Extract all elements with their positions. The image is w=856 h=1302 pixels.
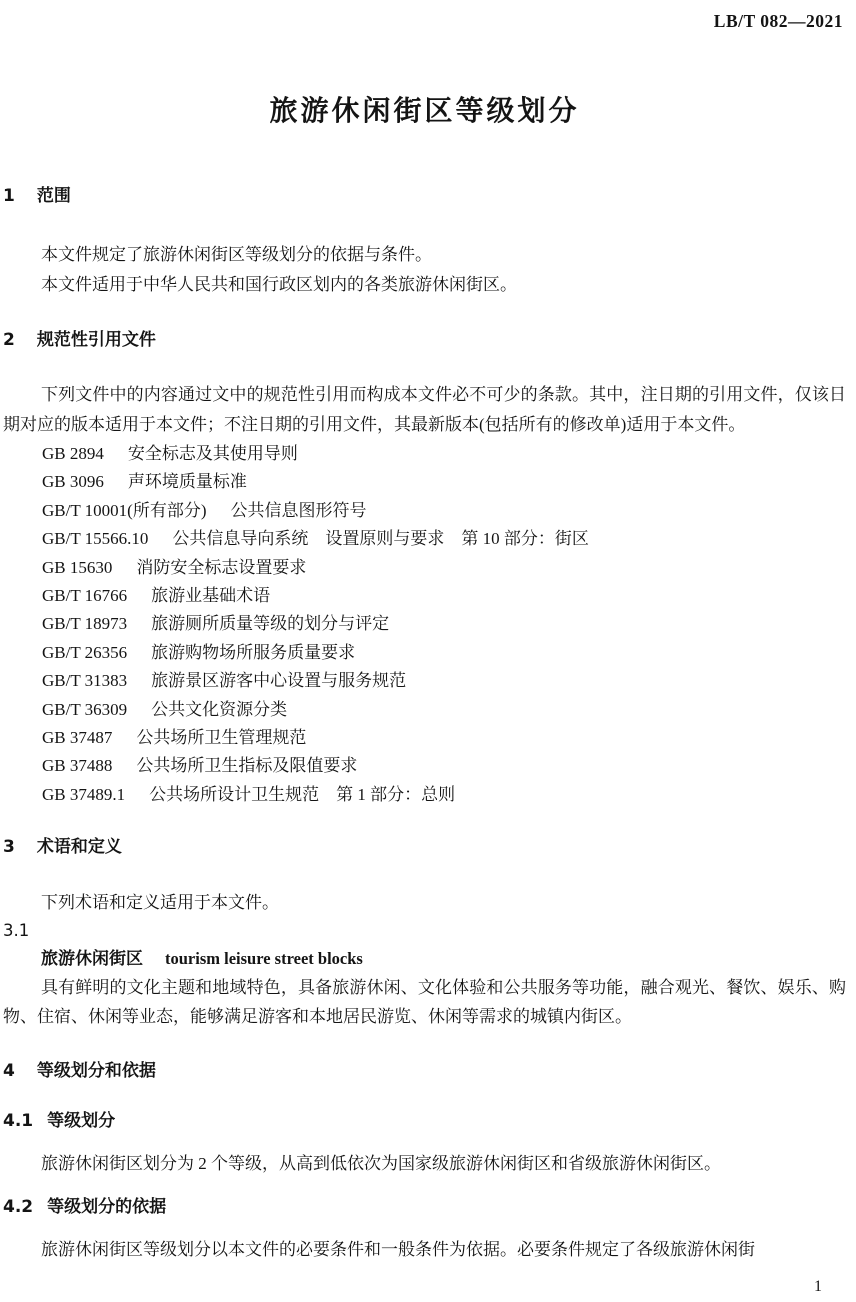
reference-code: GB/T 18973 bbox=[42, 614, 128, 634]
reference-code: GB/T 16766 bbox=[42, 586, 128, 606]
term-english: tourism leisure street blocks bbox=[165, 949, 363, 969]
section-4-2-title: 等级划分的依据 bbox=[47, 1197, 167, 1218]
reference-code: GB 37488 bbox=[42, 756, 113, 776]
reference-code: GB 2894 bbox=[42, 444, 104, 463]
section-4-heading bbox=[3, 1059, 846, 1083]
grade-basis-paragraph: 旅游休闲街区等级划分以本文件的必要条件和一般条件为依据。必要条件规定了各级旅游休闲街 bbox=[41, 1240, 755, 1260]
section-1-title: 范围 bbox=[36, 186, 71, 206]
section-4-2-number: 4.2 bbox=[3, 1197, 34, 1218]
reference-item bbox=[42, 525, 846, 553]
reference-item bbox=[42, 752, 846, 780]
reference-title: 公共场所卫生指标及限值要求 bbox=[136, 756, 358, 776]
term-definition: 具有鲜明的文化主题和地域特色，具备旅游休闲、文化体验和公共服务等功能，融合观光、餐饮、娱乐、购物、住宿、休闲等业态，能够满足游客和本地居民游览、休闲等需求的城镇内街区。 bbox=[3, 978, 846, 1027]
reference-code: GB/T 10001(所有部分) bbox=[42, 500, 207, 520]
section-3-heading bbox=[3, 835, 846, 859]
terms-intro: 下列术语和定义适用于本文件。 bbox=[41, 893, 279, 913]
reference-title: 公共信息导向系统 设置原则与要求 第 10 部分：街区 bbox=[172, 529, 589, 549]
reference-item bbox=[42, 497, 846, 525]
section-3-number: 3 bbox=[3, 837, 15, 858]
reference-title: 旅游景区游客中心设置与服务规范 bbox=[151, 671, 407, 691]
section-3-title: 术语和定义 bbox=[36, 837, 122, 858]
reference-item bbox=[42, 610, 846, 638]
reference-item bbox=[42, 781, 846, 809]
section-4-title: 等级划分和依据 bbox=[36, 1061, 156, 1082]
scope-paragraph-1: 本文件规定了旅游休闲街区等级划分的依据与条件。 bbox=[41, 245, 432, 264]
reference-title: 消防安全标志设置要求 bbox=[136, 557, 307, 577]
reference-title: 旅游购物场所服务质量要求 bbox=[151, 642, 356, 662]
section-1-number: 1 bbox=[3, 186, 15, 206]
reference-item bbox=[42, 667, 846, 695]
reference-code: GB/T 26356 bbox=[42, 642, 128, 662]
reference-code: GB 3096 bbox=[42, 472, 104, 492]
reference-title: 公共文化资源分类 bbox=[151, 699, 288, 719]
grade-division-paragraph: 旅游休闲街区划分为 2 个等级，从高到低依次为国家级旅游休闲街区和省级旅游休闲街区。 bbox=[41, 1154, 721, 1174]
reference-code: GB/T 36309 bbox=[42, 699, 128, 719]
reference-title: 公共场所卫生管理规范 bbox=[136, 728, 307, 748]
normative-references-intro: 下列文件中的内容通过文中的规范性引用而构成本文件必不可少的条款。其中，注日期的引用文件，仅该日期对应的版本适用于本文件；不注日期的引用文件，其最新版本(包括所有的修改单)适用于本文件。 bbox=[3, 385, 846, 434]
reference-item bbox=[42, 639, 846, 667]
reference-title: 旅游业基础术语 bbox=[151, 586, 271, 606]
reference-code: GB/T 15566.10 bbox=[42, 529, 149, 549]
document-title: 旅游休闲街区等级划分 bbox=[269, 94, 580, 127]
section-4-1-title: 等级划分 bbox=[47, 1111, 116, 1132]
term-line bbox=[3, 945, 846, 973]
reference-code: GB/T 31383 bbox=[42, 671, 128, 691]
reference-code: GB 15630 bbox=[42, 557, 113, 577]
section-1-heading bbox=[3, 184, 846, 208]
reference-item bbox=[42, 724, 846, 752]
scope-paragraph-2: 本文件适用于中华人民共和国行政区划内的各类旅游休闲街区。 bbox=[41, 275, 517, 294]
normative-references-list bbox=[3, 440, 846, 809]
reference-title: 旅游厕所质量等级的划分与评定 bbox=[151, 614, 390, 634]
page-number: 1 bbox=[814, 1278, 822, 1295]
section-2-heading bbox=[3, 328, 846, 352]
reference-item bbox=[42, 554, 846, 582]
reference-item bbox=[42, 696, 846, 724]
reference-title: 公共信息图形符号 bbox=[230, 500, 367, 520]
reference-code: GB 37487 bbox=[42, 728, 113, 748]
reference-title: 声环境质量标准 bbox=[127, 472, 247, 492]
reference-title: 安全标志及其使用导则 bbox=[127, 444, 298, 463]
section-2-title: 规范性引用文件 bbox=[36, 330, 156, 350]
section-4-1-number: 4.1 bbox=[3, 1111, 34, 1132]
term-chinese: 旅游休闲街区 bbox=[41, 949, 143, 970]
term-clause-number: 3.1 bbox=[3, 921, 30, 941]
section-4-1-heading bbox=[3, 1109, 846, 1133]
document-code: LB/T 082—2021 bbox=[713, 11, 843, 31]
reference-item bbox=[42, 468, 846, 496]
section-1-body bbox=[3, 240, 846, 300]
reference-item bbox=[42, 582, 846, 610]
reference-code: GB 37489.1 bbox=[42, 784, 126, 804]
section-4-2-heading bbox=[3, 1195, 846, 1219]
section-2-number: 2 bbox=[3, 330, 15, 350]
reference-title: 公共场所设计卫生规范 第 1 部分：总则 bbox=[149, 784, 456, 804]
section-4-number: 4 bbox=[3, 1061, 15, 1082]
reference-item bbox=[42, 440, 846, 468]
